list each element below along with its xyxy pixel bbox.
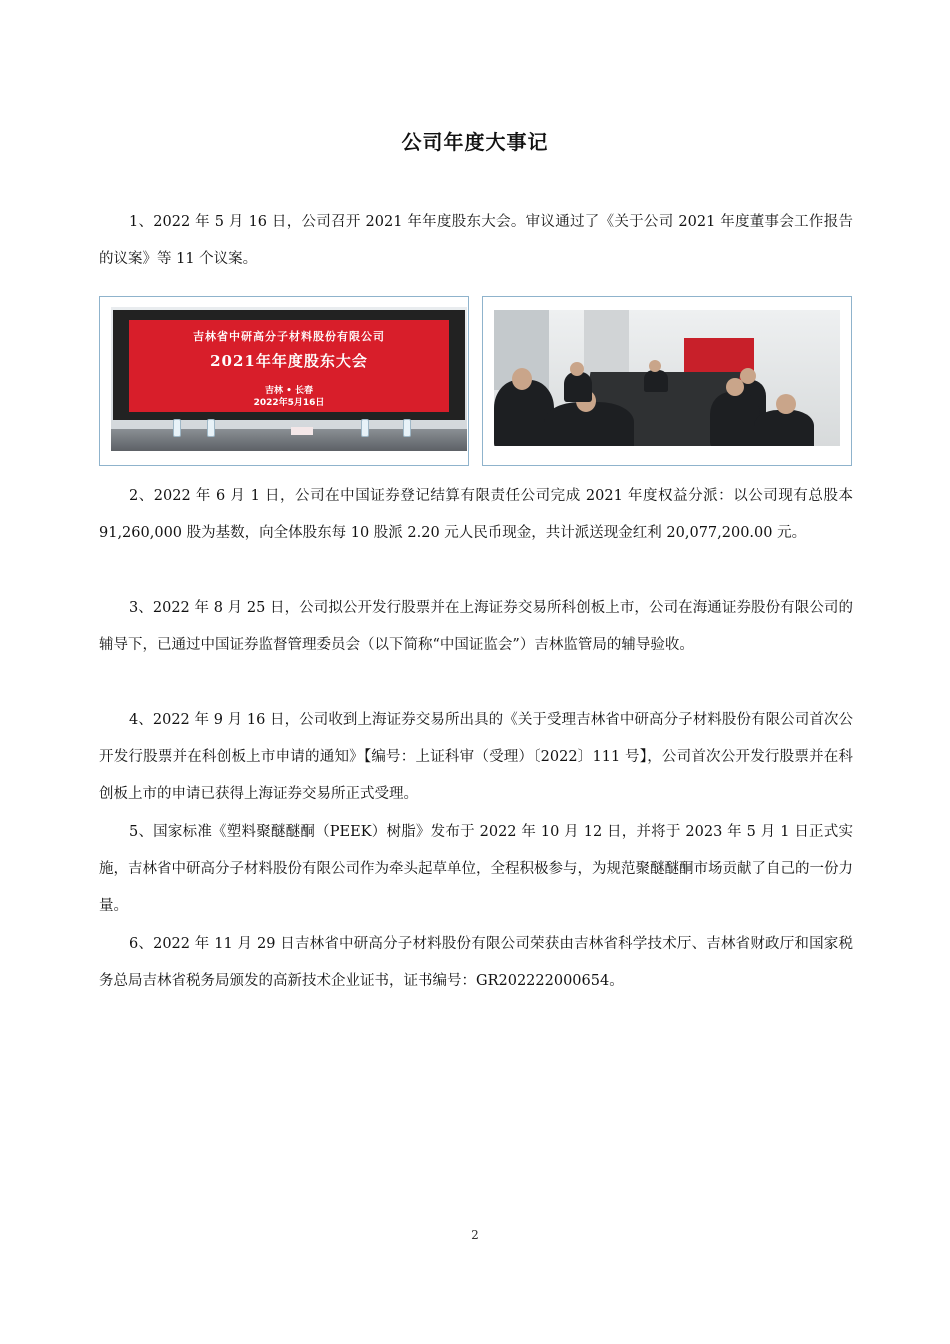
water-bottle — [173, 419, 181, 437]
banner-title: 2021年年度股东大会 — [210, 352, 368, 370]
water-bottle — [207, 419, 215, 437]
attendee — [710, 392, 760, 446]
water-bottle — [361, 419, 369, 437]
red-banner — [129, 320, 449, 412]
photo-meeting-room — [482, 296, 852, 466]
page-number: 2 — [471, 1228, 479, 1242]
paragraph-1: 1、2022 年 5 月 16 日，公司召开 2021 年年度股东大会。审议通过了《关于公司 2021 年度董事会工作报告的议案》等 11 个议案。 — [99, 214, 853, 267]
paragraph-5: 5、国家标准《塑料聚醚醚酮（PEEK）树脂》发布于 2022 年 10 月 12 日，并将于 2023 年 5 月 1 日正式实施，吉林省中研高分子材料股份有限公司作为牵头起草单位，全程积极参与，为规范聚醚醚酮市场贡献了自己的一份力量。 — [99, 824, 853, 914]
banner-company: 吉林省中研高分子材料股份有限公司 — [193, 330, 385, 343]
attendee-head — [649, 360, 661, 372]
photo-shareholders-meeting-banner — [99, 296, 469, 466]
attendee-head — [570, 362, 584, 376]
banner-date: 2022年5月16日 — [253, 398, 325, 408]
paragraph-6: 6、2022 年 11 月 29 日吉林省中研高分子材料股份有限公司荣获由吉林省科学技术厅、吉林省财政厅和国家税务总局吉林省税务局颁发的高新技术企业证书，证书编号：GR202222000654。 — [99, 936, 853, 989]
meeting-room-image — [494, 310, 840, 446]
attendee — [564, 372, 592, 402]
paragraph-2: 2、2022 年 6 月 1 日，公司在中国证券登记结算有限责任公司完成 2021 年度权益分派：以公司现有总股本 91,260,000 股为基数，向全体股东每 10 股派 2.20 元人民币现金，共计派送现金红利 20,077,200.00 元。 — [99, 488, 853, 541]
attendee-head — [726, 378, 744, 396]
attendee-head — [776, 394, 796, 414]
paragraph-4: 4、2022 年 9 月 16 日，公司收到上海证券交易所出具的《关于受理吉林省中研高分子材料股份有限公司首次公开发行股票并在科创板上市申请的通知》【编号：上证科审（受理）〔2022〕111 号】，公司首次公开发行股票并在科创板上市的申请已获得上海证券交易所正式受理。 — [99, 712, 853, 802]
water-bottle — [403, 419, 411, 437]
conference-table — [111, 429, 467, 451]
attendee-head — [512, 368, 532, 390]
document-stack — [291, 427, 313, 435]
attendee — [754, 410, 814, 446]
banner-city: 吉林 • 长春 — [264, 386, 314, 396]
page-title: 公司年度大事记 — [401, 130, 549, 154]
paragraph-3: 3、2022 年 8 月 25 日，公司拟公开发行股票并在上海证券交易所科创板上市，公司在海通证券股份有限公司的辅导下，已通过中国证券监督管理委员会（以下简称“中国证监会”）吉林监管局的辅导验收。 — [99, 600, 853, 653]
attendee — [644, 370, 668, 392]
projection-screen — [113, 310, 465, 420]
meeting-screen-image — [111, 307, 467, 451]
